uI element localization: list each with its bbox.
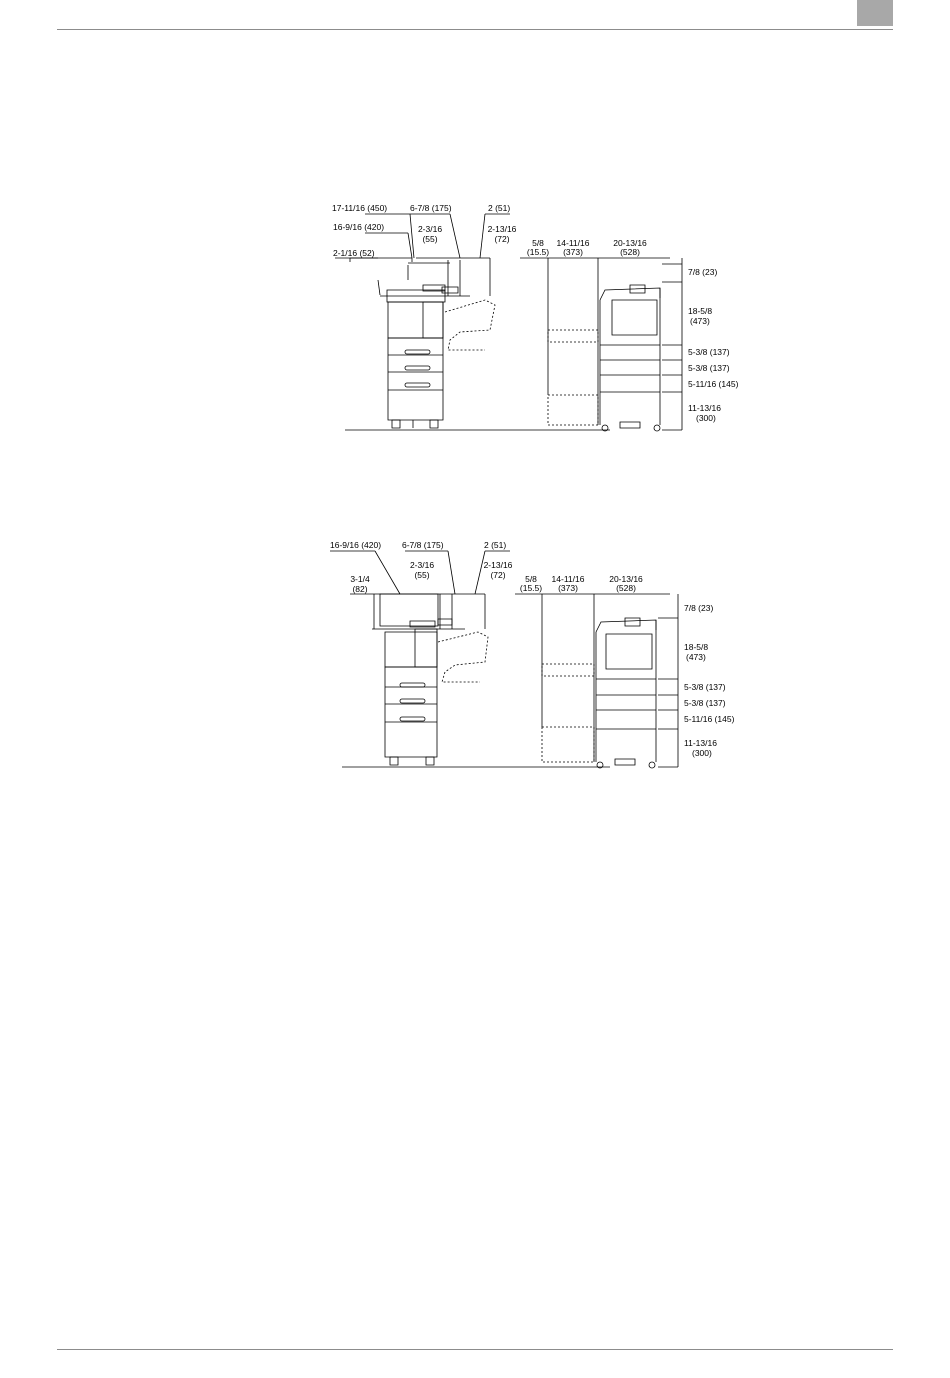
dim-label: 7/8 (23) bbox=[684, 603, 714, 613]
dimension-drawing-1 bbox=[330, 200, 750, 440]
dim-label: (72) bbox=[490, 570, 506, 580]
dim-label: 6-7/8 (175) bbox=[402, 540, 444, 550]
dim-label: (15.5) bbox=[519, 583, 543, 593]
dim-label: 6-7/8 (175) bbox=[410, 203, 452, 213]
dim-label: 7/8 (23) bbox=[688, 267, 718, 277]
header-rule bbox=[57, 29, 893, 30]
dimension-drawing-2 bbox=[330, 537, 750, 777]
dim-label: 5-11/16 (145) bbox=[684, 714, 735, 724]
dim-label: 5-3/8 (137) bbox=[684, 682, 726, 692]
chapter-tab bbox=[857, 0, 893, 26]
dim-label: 2 (51) bbox=[488, 203, 511, 213]
dim-label: 14-11/16 bbox=[551, 574, 585, 584]
dim-label: 2-13/16 bbox=[487, 224, 517, 234]
dim-label: 2-3/16 bbox=[417, 224, 443, 234]
dim-label: 2 (51) bbox=[484, 540, 507, 550]
dim-label: 11-13/16 bbox=[684, 738, 717, 748]
dim-label: 16-9/16 (420) bbox=[333, 222, 385, 232]
dim-label: (300) bbox=[696, 413, 716, 423]
dim-label: 2-1/16 (52) bbox=[333, 248, 375, 258]
footer-rule bbox=[57, 1349, 893, 1350]
dim-label: (528) bbox=[616, 583, 636, 593]
dim-label: 5/8 bbox=[532, 238, 544, 248]
dim-label: (82) bbox=[352, 584, 368, 594]
dim-label: 18-5/8 bbox=[684, 642, 709, 652]
dim-label: (473) bbox=[690, 316, 710, 326]
dim-label: 16-9/16 (420) bbox=[330, 540, 382, 550]
dim-label: (55) bbox=[422, 234, 438, 244]
dim-label: (473) bbox=[686, 652, 706, 662]
dim-label: (300) bbox=[692, 748, 712, 758]
dim-label: 20-13/16 bbox=[613, 238, 647, 248]
dim-label: 20-13/16 bbox=[609, 574, 643, 584]
dim-label: (373) bbox=[558, 583, 578, 593]
dim-label: 5/8 bbox=[525, 574, 537, 584]
dim-label: 5-3/8 (137) bbox=[688, 347, 730, 357]
dim-label: 2-3/16 bbox=[409, 560, 435, 570]
dim-label: (373) bbox=[563, 247, 583, 257]
dim-label: 5-3/8 (137) bbox=[688, 363, 730, 373]
dim-label: 11-13/16 bbox=[688, 403, 721, 413]
dim-label: 18-5/8 bbox=[688, 306, 713, 316]
dim-label: (55) bbox=[414, 570, 430, 580]
dim-label: (15.5) bbox=[526, 247, 550, 257]
dim-label: (528) bbox=[620, 247, 640, 257]
dim-label: (72) bbox=[494, 234, 510, 244]
dim-label: 5-3/8 (137) bbox=[684, 698, 726, 708]
dim-label: 14-11/16 bbox=[556, 238, 590, 248]
dim-label: 3-1/4 bbox=[350, 574, 370, 584]
machine-outline-1 bbox=[330, 200, 750, 440]
dim-label: 2-13/16 bbox=[483, 560, 513, 570]
dim-label: 17-11/16 (450) bbox=[332, 203, 388, 213]
dim-label: 5-11/16 (145) bbox=[688, 379, 739, 389]
